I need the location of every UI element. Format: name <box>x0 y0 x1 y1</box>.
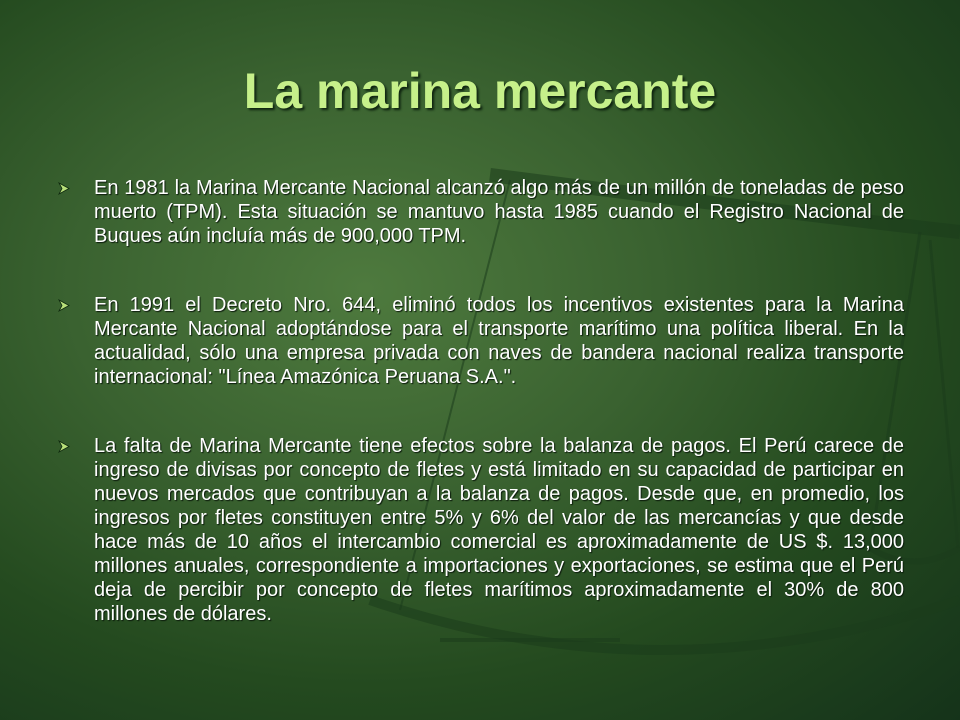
bullet-list <box>58 176 904 626</box>
bullet-item <box>58 293 904 389</box>
bullet-text: En 1991 el Decreto Nro. 644, eliminó todos los incentivos existentes para la Marina Mercante Nacional adoptándose para el transporte marítimo una política liberal. En la actualidad, sólo una empresa privada con naves de bandera nacional realiza transporte internacional: "Línea Amazónica Peruana S.A.". <box>94 294 904 388</box>
bullet-text: La falta de Marina Mercante tiene efectos sobre la balanza de pagos. El Perú carece de ingreso de divisas por concepto de fletes y está limitado en su capacidad de participar en nuevos mercados que contribuyan a la balanza de pagos. Desde que, en promedio, los ingresos por fletes constituyen entre 5% y 6% del valor de las mercancías y que desde hace más de 10 años el intercambio comercial es aproximadamente de US $. 13,000 millones anuales, correspondiente a importaciones y exportaciones, se estima que el Perú deja de percibir por concepto de fletes marítimos aproximadamente el 30% de 800 millones de dólares. <box>94 435 904 625</box>
bullet-item <box>58 176 904 248</box>
arrow-bullet-icon <box>58 182 71 195</box>
bullet-item <box>58 434 904 626</box>
bullet-text: En 1981 la Marina Mercante Nacional alcanzó algo más de un millón de toneladas de peso muerto (TPM). Esta situación se mantuvo hasta 1985 cuando el Registro Nacional de Buques aún incluía más de 900,000 TPM. <box>94 177 904 247</box>
arrow-bullet-icon <box>58 299 71 312</box>
slide-title: La marina mercante <box>243 63 717 119</box>
arrow-bullet-icon <box>58 440 71 453</box>
